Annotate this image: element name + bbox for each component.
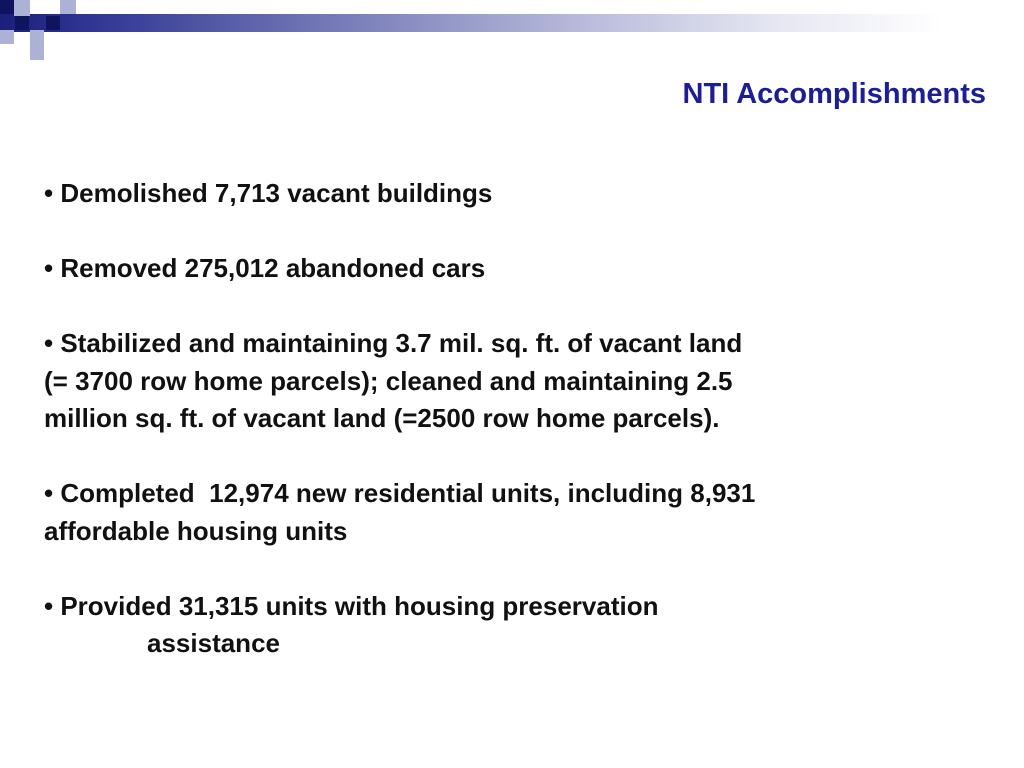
bullet-text: Completed 12,974 new residential units, including 8,931	[60, 478, 756, 508]
bullet-item	[44, 475, 944, 550]
bullet-item	[44, 588, 944, 663]
bullet-list	[44, 175, 944, 700]
corner-square	[14, 0, 30, 16]
bullet-text-continued: assistance	[147, 628, 280, 658]
bullet-text-continued: (= 3700 row home parcels); cleaned and maintaining 2.5	[44, 365, 733, 396]
bullet-marker: •	[44, 478, 54, 508]
corner-square	[0, 0, 14, 14]
corner-square	[0, 30, 14, 44]
bullet-line	[44, 588, 944, 626]
bullet-line	[44, 475, 944, 513]
corner-square	[46, 16, 60, 30]
corner-square	[15, 16, 29, 30]
bullet-line	[44, 325, 944, 363]
bullet-item	[44, 250, 944, 288]
bullet-text-continued: million sq. ft. of vacant land (=2500 row home parcels).	[44, 403, 720, 433]
bullet-item	[44, 175, 944, 213]
bullet-marker: •	[44, 590, 54, 621]
bullet-line	[44, 175, 944, 213]
header-gradient-band	[0, 14, 1024, 32]
bullet-item	[44, 325, 944, 438]
bullet-marker: •	[44, 328, 54, 358]
slide-title: NTI Accomplishments	[682, 78, 986, 110]
bullet-marker: •	[44, 178, 54, 208]
corner-square	[30, 46, 44, 60]
bullet-text: Stabilized and maintaining 3.7 mil. sq. ft. of vacant land	[60, 328, 743, 358]
bullet-text: Demolished 7,713 vacant buildings	[60, 178, 493, 208]
bullet-text: Removed 275,012 abandoned cars	[60, 253, 486, 283]
bullet-text: Provided 31,315 units with housing preservation	[60, 590, 659, 621]
bullet-marker: •	[44, 253, 54, 283]
corner-square	[30, 30, 44, 46]
corner-square	[30, 0, 44, 14]
bullet-line	[44, 250, 944, 288]
corner-square	[60, 0, 76, 14]
bullet-text-continued: affordable housing units	[44, 515, 348, 546]
